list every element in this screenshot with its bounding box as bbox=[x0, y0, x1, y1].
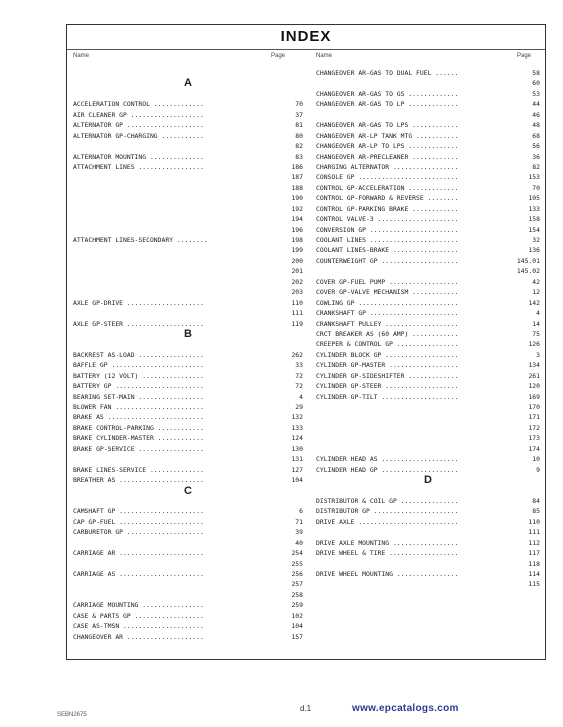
index-entry bbox=[73, 579, 303, 589]
entry-name: BREATHER AS ...................... bbox=[73, 476, 204, 485]
entry-page: 145.01 bbox=[516, 256, 540, 265]
index-entry bbox=[73, 621, 303, 631]
entry-name: COOLANT LINES ....................... bbox=[316, 236, 459, 244]
entry-name: DRIVE AXLE MOUNTING ................. bbox=[316, 538, 459, 547]
entry-page: 120 bbox=[528, 382, 540, 391]
index-entry bbox=[316, 579, 540, 589]
index-entry bbox=[316, 256, 540, 266]
entry-name: CONTROL GP-ACCELERATION ............. bbox=[316, 183, 459, 192]
entry-name: CARRIAGE AS ...................... bbox=[73, 570, 204, 578]
entry-page: 157 bbox=[291, 632, 303, 641]
index-entry bbox=[316, 496, 540, 506]
index-entry bbox=[316, 454, 540, 464]
entry-name: BRAKE LINES-SERVICE .............. bbox=[73, 465, 204, 474]
index-entry bbox=[73, 256, 303, 266]
entry-page: 58 bbox=[532, 69, 540, 77]
index-entry bbox=[73, 465, 303, 475]
index-entry bbox=[73, 245, 303, 255]
index-entry bbox=[316, 381, 540, 391]
entry-page: 134 bbox=[528, 361, 540, 370]
index-entry bbox=[73, 392, 303, 402]
entry-name: BRAKE CONTROL-PARKING ............ bbox=[73, 423, 204, 432]
entry-name: CHANGEOVER AR-GAS TO GS ............. bbox=[316, 89, 459, 98]
section-letter: A bbox=[184, 77, 192, 90]
entry-name: CYLINDER GP-SIDESHIFTER ............. bbox=[316, 371, 459, 380]
entry-page: 119 bbox=[291, 319, 303, 328]
entry-page: 32 bbox=[532, 236, 540, 244]
entry-name: ALTERNATOR GP .................... bbox=[73, 121, 204, 130]
entry-page: 118 bbox=[528, 559, 540, 568]
index-entry bbox=[316, 402, 540, 412]
right-page-header: Page bbox=[517, 53, 532, 59]
entry-page: 261 bbox=[528, 371, 540, 380]
index-entry bbox=[316, 193, 540, 203]
entry-page: 145.02 bbox=[516, 267, 540, 276]
index-entry bbox=[73, 225, 303, 235]
entry-page: 114 bbox=[528, 570, 540, 578]
index-entry bbox=[316, 141, 540, 151]
index-entry bbox=[73, 559, 303, 569]
entry-page: 105 bbox=[528, 194, 540, 203]
entry-name: CYLINDER GP-TILT .................... bbox=[316, 392, 459, 401]
entry-page: 9 bbox=[536, 465, 540, 474]
index-entry bbox=[316, 162, 540, 172]
entry-name: BATTERY GP ....................... bbox=[73, 382, 204, 391]
entry-page: 39 bbox=[295, 528, 303, 537]
entry-page: 187 bbox=[291, 173, 303, 182]
index-entry bbox=[316, 339, 540, 349]
index-entry bbox=[316, 99, 540, 109]
section-letter: B bbox=[184, 327, 192, 340]
index-entry bbox=[73, 193, 303, 203]
entry-name: BRAKE AS ......................... bbox=[73, 413, 204, 422]
index-entry bbox=[316, 266, 540, 276]
index-entry bbox=[316, 235, 540, 245]
index-entry bbox=[73, 371, 303, 381]
index-entry bbox=[316, 360, 540, 370]
index-entry bbox=[73, 433, 303, 443]
entry-name: CAMSHAFT GP ...................... bbox=[73, 507, 204, 516]
left-index-column bbox=[73, 68, 303, 642]
entry-name: ATTACHMENT LINES ................. bbox=[73, 162, 204, 171]
entry-name: CRCT BREAKER AS (60 AMP) ............ bbox=[316, 329, 459, 338]
title-divider bbox=[67, 49, 545, 50]
entry-page: 72 bbox=[295, 382, 303, 391]
index-entry bbox=[316, 172, 540, 182]
entry-name: CAP GP-FUEL ...................... bbox=[73, 517, 204, 526]
page-title: INDEX bbox=[280, 28, 332, 45]
index-entry bbox=[73, 600, 303, 610]
entry-name: CONSOLE GP .......................... bbox=[316, 173, 459, 182]
entry-page: 190 bbox=[291, 194, 303, 203]
watermark-link[interactable]: www.epcatalogs.com bbox=[352, 703, 459, 714]
entry-page: 6 bbox=[299, 507, 303, 516]
page-label: d.1 bbox=[300, 704, 312, 713]
index-entry bbox=[73, 506, 303, 516]
entry-page: 102 bbox=[291, 611, 303, 620]
index-entry bbox=[73, 204, 303, 214]
entry-page: 83 bbox=[295, 152, 303, 161]
index-entry bbox=[73, 517, 303, 527]
entry-page: 136 bbox=[528, 246, 540, 255]
index-entry bbox=[316, 350, 540, 360]
entry-page: 174 bbox=[528, 444, 540, 453]
entry-page: 111 bbox=[291, 309, 303, 318]
entry-page: 127 bbox=[291, 465, 303, 474]
entry-name: BEARING SET-MAIN ................. bbox=[73, 392, 204, 401]
index-entry bbox=[73, 298, 303, 308]
entry-page: 85 bbox=[532, 507, 540, 516]
index-entry bbox=[73, 402, 303, 412]
right-name-header: Name bbox=[316, 53, 333, 59]
entry-name: CONTROL VALVE-3 ..................... bbox=[316, 215, 459, 224]
index-entry bbox=[73, 162, 303, 172]
entry-page: 198 bbox=[291, 236, 303, 244]
entry-name: BRAKE GP-SERVICE ................. bbox=[73, 444, 204, 453]
entry-name: COUNTERWEIGHT GP .................... bbox=[316, 256, 459, 265]
entry-name: CYLINDER GP-STEER ................... bbox=[316, 382, 459, 391]
index-entry bbox=[73, 152, 303, 162]
entry-page: 131 bbox=[291, 455, 303, 464]
entry-page: 194 bbox=[291, 215, 303, 224]
entry-page: 3 bbox=[536, 350, 540, 359]
index-entry bbox=[316, 506, 540, 516]
index-entry bbox=[73, 287, 303, 297]
index-entry bbox=[73, 423, 303, 433]
entry-page: 115 bbox=[528, 580, 540, 589]
entry-name: CRANKSHAFT PULLEY ................... bbox=[316, 319, 459, 328]
entry-name: CYLINDER GP-MASTER .................. bbox=[316, 361, 459, 370]
entry-page: 256 bbox=[291, 570, 303, 578]
entry-page: 153 bbox=[528, 173, 540, 182]
index-entry bbox=[73, 381, 303, 391]
index-entry bbox=[316, 277, 540, 287]
entry-page: 12 bbox=[532, 288, 540, 297]
entry-name: ALTERNATOR MOUNTING .............. bbox=[73, 152, 204, 161]
entry-page: 42 bbox=[532, 277, 540, 286]
right-index-column bbox=[316, 68, 540, 590]
index-entry bbox=[73, 99, 303, 109]
index-entry bbox=[316, 423, 540, 433]
entry-page: 4 bbox=[299, 392, 303, 401]
entry-page: 201 bbox=[291, 267, 303, 276]
index-entry bbox=[316, 89, 540, 99]
entry-name: ALTERNATOR GP-CHARGING ........... bbox=[73, 131, 204, 140]
index-entry bbox=[316, 319, 540, 329]
entry-page: 172 bbox=[528, 423, 540, 432]
entry-page: 203 bbox=[291, 288, 303, 297]
entry-name: CHANGEOVER AR-LP TO LPS ............. bbox=[316, 142, 459, 151]
index-entry bbox=[316, 517, 540, 527]
index-entry bbox=[73, 339, 303, 349]
entry-page: 126 bbox=[528, 340, 540, 349]
index-entry bbox=[316, 548, 540, 558]
entry-page: 14 bbox=[532, 319, 540, 328]
left-page-header: Page bbox=[271, 53, 286, 59]
section-letter-row bbox=[73, 329, 303, 339]
entry-page: 81 bbox=[295, 121, 303, 130]
entry-page: 36 bbox=[532, 152, 540, 161]
entry-page: 257 bbox=[291, 580, 303, 589]
section-letter: C bbox=[184, 484, 192, 497]
entry-name: AIR CLEANER GP ................... bbox=[73, 110, 204, 119]
entry-page: 133 bbox=[291, 423, 303, 432]
entry-page: 111 bbox=[528, 528, 540, 537]
entry-page: 70 bbox=[295, 100, 303, 109]
entry-name: BLOWER FAN ....................... bbox=[73, 403, 204, 411]
entry-page: 56 bbox=[532, 142, 540, 151]
entry-name: CHANGEOVER AR-LP TANK MTG ........... bbox=[316, 131, 459, 140]
entry-page: 200 bbox=[291, 256, 303, 265]
section-letter-row bbox=[73, 78, 303, 88]
index-entry bbox=[73, 131, 303, 141]
entry-name: CYLINDER HEAD GP .................... bbox=[316, 465, 459, 474]
entry-name: CONVERSION GP ....................... bbox=[316, 225, 459, 234]
index-entry bbox=[73, 360, 303, 370]
entry-name: CASE AS-TMSN ..................... bbox=[73, 622, 204, 631]
entry-name: BACKREST AS-LOAD ................. bbox=[73, 350, 204, 359]
index-entry bbox=[73, 569, 303, 579]
entry-name: CHANGEOVER AR .................... bbox=[73, 632, 204, 641]
index-frame bbox=[66, 24, 546, 660]
entry-name: BRAKE CYLINDER-MASTER ............ bbox=[73, 434, 204, 443]
index-entry bbox=[316, 245, 540, 255]
entry-page: 154 bbox=[528, 225, 540, 234]
entry-page: 124 bbox=[291, 434, 303, 443]
entry-page: 112 bbox=[528, 538, 540, 547]
entry-name: ACCELERATION CONTROL ............. bbox=[73, 100, 204, 109]
index-entry bbox=[316, 204, 540, 214]
entry-name: COVER GP-VALVE MECHANISM ............ bbox=[316, 288, 459, 297]
entry-name: CRANKSHAFT GP ....................... bbox=[316, 309, 459, 318]
entry-page: 254 bbox=[291, 549, 303, 558]
entry-page: 104 bbox=[291, 622, 303, 631]
entry-page: 82 bbox=[295, 142, 303, 151]
entry-page: 188 bbox=[291, 183, 303, 192]
entry-name: CYLINDER HEAD AS .................... bbox=[316, 455, 459, 464]
entry-page: 110 bbox=[528, 517, 540, 526]
entry-name: CARRIAGE AR ...................... bbox=[73, 549, 204, 558]
index-entry bbox=[73, 110, 303, 120]
entry-page: 10 bbox=[532, 455, 540, 464]
index-entry bbox=[73, 632, 303, 642]
index-entry bbox=[316, 214, 540, 224]
entry-name: CYLINDER BLOCK GP ................... bbox=[316, 350, 459, 359]
entry-page: 133 bbox=[528, 204, 540, 213]
index-entry bbox=[73, 141, 303, 151]
entry-page: 110 bbox=[291, 298, 303, 307]
section-letter: D bbox=[424, 474, 432, 487]
entry-name: DRIVE WHEEL MOUNTING ................ bbox=[316, 570, 459, 578]
entry-page: 117 bbox=[528, 549, 540, 558]
entry-name: BAFFLE GP ........................ bbox=[73, 361, 204, 370]
entry-page: 142 bbox=[528, 298, 540, 307]
index-entry bbox=[316, 225, 540, 235]
entry-page: 70 bbox=[532, 183, 540, 192]
entry-page: 158 bbox=[528, 215, 540, 224]
index-entry bbox=[316, 569, 540, 579]
entry-name: CONTROL GP-FORWARD & REVERSE ........ bbox=[316, 194, 459, 203]
entry-page: 186 bbox=[291, 162, 303, 171]
index-entry bbox=[316, 78, 540, 88]
index-entry bbox=[73, 214, 303, 224]
entry-page: 262 bbox=[291, 350, 303, 359]
entry-name: DRIVE AXLE .......................... bbox=[316, 517, 459, 526]
index-entry bbox=[73, 266, 303, 276]
index-entry bbox=[73, 350, 303, 360]
entry-page: 255 bbox=[291, 559, 303, 568]
entry-name: CHANGEOVER AR-GAS TO LPS ............ bbox=[316, 121, 459, 130]
index-entry bbox=[316, 68, 540, 78]
index-entry bbox=[316, 527, 540, 537]
section-letter-row bbox=[316, 475, 540, 485]
index-entry bbox=[73, 308, 303, 318]
entry-name: ATTACHMENT LINES-SECONDARY ........ bbox=[73, 236, 208, 244]
index-entry bbox=[316, 392, 540, 402]
entry-page: 44 bbox=[532, 100, 540, 109]
entry-page: 171 bbox=[528, 413, 540, 422]
index-entry bbox=[73, 172, 303, 182]
entry-page: 196 bbox=[291, 225, 303, 234]
entry-page: 173 bbox=[528, 434, 540, 443]
entry-page: 72 bbox=[295, 371, 303, 380]
entry-name: COOLANT LINES-BRAKE ................. bbox=[316, 246, 459, 255]
entry-page: 53 bbox=[532, 89, 540, 98]
entry-page: 199 bbox=[291, 246, 303, 255]
entry-name: CONTROL GP-PARKING BRAKE ............ bbox=[316, 204, 459, 213]
index-entry bbox=[73, 611, 303, 621]
index-entry bbox=[316, 287, 540, 297]
entry-page: 202 bbox=[291, 277, 303, 286]
entry-page: 80 bbox=[295, 131, 303, 140]
section-letter-row bbox=[73, 486, 303, 496]
index-entry bbox=[316, 298, 540, 308]
entry-page: 48 bbox=[532, 121, 540, 130]
entry-page: 33 bbox=[295, 361, 303, 370]
index-entry bbox=[316, 444, 540, 454]
index-entry bbox=[73, 454, 303, 464]
index-entry bbox=[73, 496, 303, 506]
index-entry bbox=[316, 538, 540, 548]
entry-name: AXLE GP-DRIVE .................... bbox=[73, 298, 204, 307]
index-entry bbox=[73, 235, 303, 245]
index-entry bbox=[316, 110, 540, 120]
index-entry bbox=[316, 559, 540, 569]
entry-page: 46 bbox=[532, 110, 540, 119]
entry-page: 60 bbox=[532, 79, 540, 88]
entry-name: CHANGEOVER AR-GAS TO LP ............. bbox=[316, 100, 459, 109]
index-entry bbox=[73, 89, 303, 99]
index-entry bbox=[316, 371, 540, 381]
entry-name: CHANGEOVER AR-PRECLEANER ............ bbox=[316, 152, 459, 161]
entry-page: 84 bbox=[532, 496, 540, 505]
index-entry bbox=[316, 486, 540, 496]
index-entry bbox=[316, 120, 540, 130]
entry-page: 82 bbox=[532, 162, 540, 171]
index-entry bbox=[316, 152, 540, 162]
doc-number: SEBN2675 bbox=[57, 712, 87, 718]
entry-name: DRIVE WHEEL & TIRE .................. bbox=[316, 549, 459, 558]
entry-name: CARBURETOR GP .................... bbox=[73, 528, 204, 537]
index-entry bbox=[316, 412, 540, 422]
entry-page: 259 bbox=[291, 601, 303, 610]
entry-page: 104 bbox=[291, 476, 303, 485]
entry-page: 258 bbox=[291, 590, 303, 599]
index-entry bbox=[316, 308, 540, 318]
entry-name: DISTRIBUTOR & COIL GP ............... bbox=[316, 496, 459, 505]
entry-name: COWLING GP .......................... bbox=[316, 298, 459, 307]
index-entry bbox=[73, 538, 303, 548]
entry-name: CARRIAGE MOUNTING ................ bbox=[73, 601, 204, 610]
index-entry bbox=[73, 527, 303, 537]
entry-page: 192 bbox=[291, 204, 303, 213]
entry-page: 37 bbox=[295, 110, 303, 119]
index-entry bbox=[73, 120, 303, 130]
entry-name: BATTERY (12 VOLT) ................ bbox=[73, 371, 204, 380]
index-entry bbox=[73, 475, 303, 485]
entry-name: COVER GP-FUEL PUMP .................. bbox=[316, 277, 459, 286]
entry-name: CHANGEOVER AR-GAS TO DUAL FUEL ...... bbox=[316, 69, 459, 77]
index-entry bbox=[73, 277, 303, 287]
index-entry bbox=[73, 412, 303, 422]
entry-page: 68 bbox=[532, 131, 540, 140]
entry-name: CASE & PARTS GP .................. bbox=[73, 611, 204, 620]
entry-name: CREEPER & CONTROL GP ................ bbox=[316, 340, 459, 349]
entry-page: 130 bbox=[291, 444, 303, 453]
entry-page: 4 bbox=[536, 309, 540, 318]
index-entry bbox=[73, 590, 303, 600]
index-entry bbox=[73, 548, 303, 558]
index-entry bbox=[73, 183, 303, 193]
entry-page: 170 bbox=[528, 403, 540, 411]
entry-page: 71 bbox=[295, 517, 303, 526]
index-entry bbox=[73, 444, 303, 454]
entry-page: 75 bbox=[532, 329, 540, 338]
index-entry bbox=[316, 329, 540, 339]
entry-page: 169 bbox=[528, 392, 540, 401]
entry-name: CHARGING ALTERNATOR ................. bbox=[316, 162, 459, 171]
index-entry bbox=[316, 433, 540, 443]
left-name-header: Name bbox=[73, 53, 90, 59]
entry-page: 40 bbox=[295, 538, 303, 547]
index-entry bbox=[316, 183, 540, 193]
entry-page: 132 bbox=[291, 413, 303, 422]
entry-name: AXLE GP-STEER .................... bbox=[73, 319, 204, 328]
index-entry bbox=[316, 131, 540, 141]
entry-page: 29 bbox=[295, 403, 303, 411]
entry-name: DISTRIBUTOR GP ...................... bbox=[316, 507, 459, 516]
